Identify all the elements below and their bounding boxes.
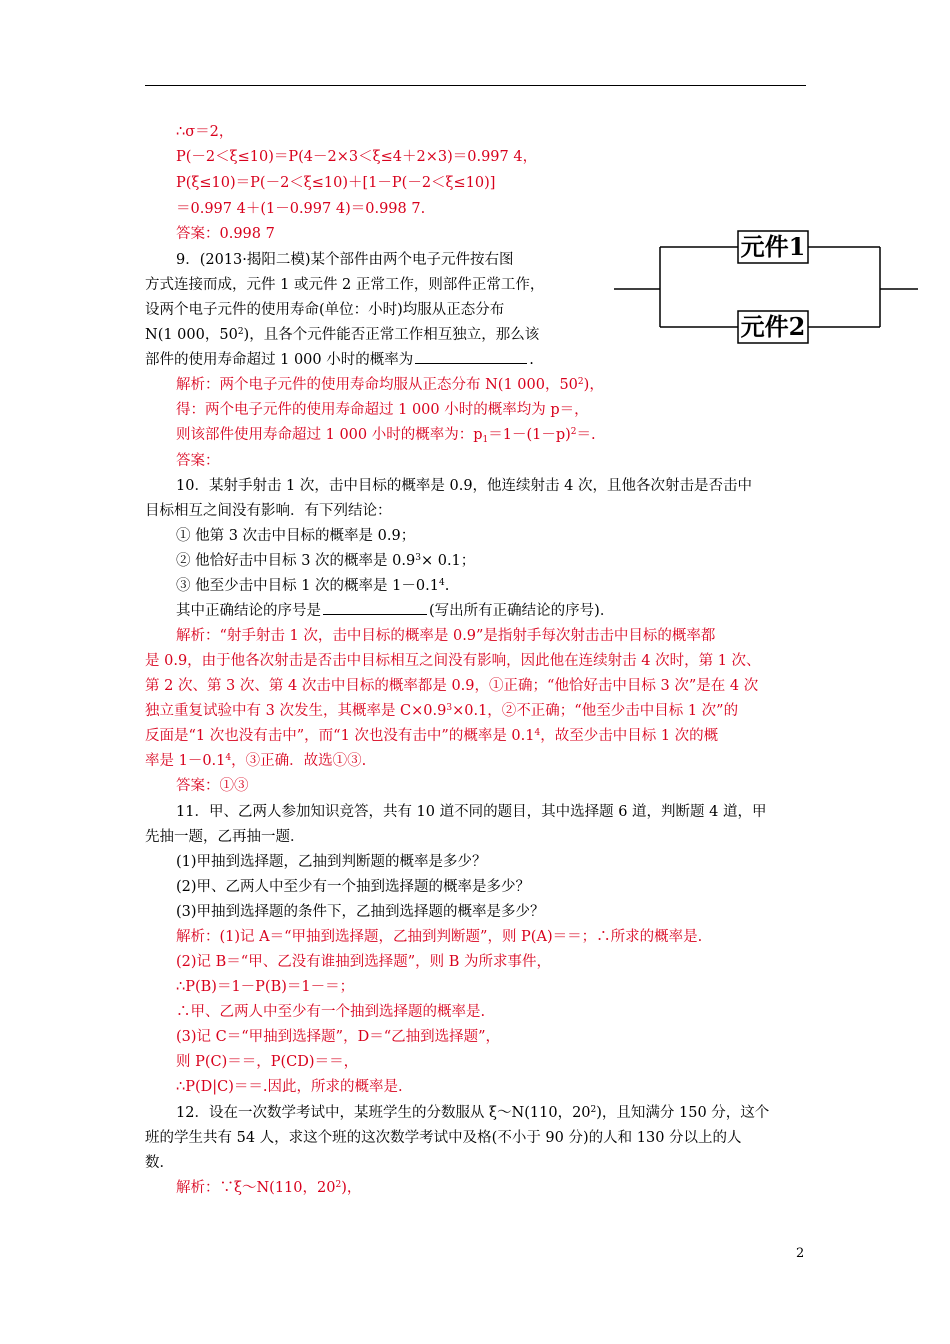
solution-line: P(－2＜ξ≤10)＝P(4－2×3＜ξ≤4＋2×3)＝0.997 4， [176, 149, 538, 165]
question-11-line: (2)甲、乙两人中至少有一个抽到选择题的概率是多少？ [176, 879, 531, 895]
question-9-line: 方式连接而成，元件 1 或元件 2 正常工作，则部件正常工作， [145, 277, 545, 293]
question-10-line: ② 他恰好击中目标 3 次的概率是 $0.9^3\times 0.1$； [176, 553, 476, 569]
answer-10-line: 答案：①③ [176, 778, 249, 794]
solution-9-line: 得：两个电子元件的使用寿命超过 1 000 小时的概率均为 p＝， [176, 402, 589, 418]
solution-11-line: ∴P(D|C)＝＝.因此，所求的概率是. [176, 1079, 403, 1095]
solution-10-line: 是 0.9，由于他各次射击是否击中目标相互之间没有影响，因此他在连续射击 4 次时，第 1 次、 [145, 653, 761, 669]
solution-10-line: 解析：“射手射击 1 次，击中目标的概率是 0.9”是指射手每次射击击中目标的概率都 [176, 628, 716, 644]
solution-11-line: ∴P(B)＝1－P(B)＝1－＝； [176, 979, 355, 995]
solution-11-line: (3)记 C＝“甲抽到选择题”，D＝“乙抽到选择题”， [176, 1029, 501, 1045]
answer-9-line: 答案： [176, 453, 220, 469]
component-1-label: 元件1 [740, 232, 806, 261]
question-11-line: 11．甲、乙两人参加知识竞答，共有 10 道不同的题目，其中选择题 6 道，判断题 4 道，甲 [176, 804, 767, 820]
question-10-line: 10．某射手射击 1 次，击中目标的概率是 0.9，他连续射击 4 次，且他各次射击是否击中 [176, 478, 753, 494]
question-11-line: (3)甲抽到选择题的条件下，乙抽到选择题的概率是多少？ [176, 904, 545, 920]
question-9-line: 设两个电子元件的使用寿命(单位：小时)均服从正态分布 [145, 302, 505, 318]
question-11-line: 先抽一题，乙再抽一题． [145, 829, 305, 845]
solution-10-line: 第 2 次、第 3 次、第 4 次击中目标的概率都是 0.9，①正确；“他恰好击中目标 3 次”是在 4 次 [145, 678, 759, 694]
answer-blank [415, 349, 527, 364]
page-number: 2 [796, 1246, 805, 1261]
solution-9-line: 解析：两个电子元件的使用寿命均服从正态分布 N(1 000，$50^2$)， [176, 377, 604, 393]
question-10-line: ① 他第 3 次击中目标的概率是 0.9； [176, 528, 416, 544]
question-11-line: (1)甲抽到选择题，乙抽到判断题的概率是多少？ [176, 854, 487, 870]
solution-line: ∴σ＝2， [176, 124, 234, 140]
parallel-circuit-diagram [614, 225, 920, 345]
solution-10-line: 反面是“1 次也没有击中”，而“1 次也没有击中”的概率是 $0.1^4$，故至少击中目标 1 次的概 [145, 728, 719, 744]
question-9-line: 9．(2013·揭阳二模)某个部件由两个电子元件按右图 [176, 252, 514, 268]
question-10-line: 目标相互之间没有影响．有下列结论： [145, 503, 392, 519]
question-10-line: 其中正确结论的序号是 (写出所有正确结论的序号)． [176, 599, 614, 623]
question-12-line: 12．设在一次数学考试中，某班学生的分数服从 ξ～N(110，$20^2$)，且知满分 150 分，这个 [176, 1105, 770, 1121]
solution-11-line: 则 P(C)＝＝，P(CD)＝＝， [176, 1054, 359, 1070]
question-9-line: N(1 000，$50^2$)，且各个元件能否正常工作相互独立，那么该 [145, 327, 540, 343]
question-10-line: ③ 他至少击中目标 1 次的概率是 $1-0.1^4$. [176, 578, 450, 594]
solution-11-line: ∴甲、乙两人中至少有一个抽到选择题的概率是. [176, 1004, 486, 1020]
question-12-line: 数． [145, 1155, 174, 1171]
answer-blank [323, 600, 427, 615]
solution-10-line: 独立重复试验中有 3 次发生，其概率是 $C\times 0.9^3\times 0.1$，②不正确；“他至少击中目标 1 次”的 [145, 703, 739, 719]
solution-12-line: 解析：∵ξ～N(110，$20^2$)， [176, 1180, 362, 1196]
component-2-label: 元件2 [740, 312, 806, 341]
question-12-line: 班的学生共有 54 人，求这个班的这次数学考试中及格(不小于 90 分)的人和 130 分以上的人 [145, 1130, 742, 1146]
solution-11-line: 解析：(1)记 A＝“甲抽到选择题，乙抽到判断题”，则 P(A)＝＝；∴所求的概率是. [176, 929, 703, 945]
solution-11-line: (2)记 B＝“甲、乙没有谁抽到选择题”，则 B 为所求事件， [176, 954, 552, 970]
question-9-line: 部件的使用寿命超过 1 000 小时的概率为 . [145, 348, 534, 372]
header-rule [145, 85, 806, 86]
solution-10-line: 率是 $1-0.1^4$，③正确．故选①③. [145, 753, 367, 769]
solution-line: P(ξ≤10)＝P(－2＜ξ≤10)＋[1－P(－2＜ξ≤10)] [176, 175, 496, 191]
solution-9-line: 则该部件使用寿命超过 1 000 小时的概率为：$p_1=1-(1-p)^2=$. [176, 427, 596, 445]
answer-line: 答案：0.998 7 [176, 226, 275, 242]
solution-line: ＝0.997 4＋(1－0.997 4)＝0.998 7. [176, 201, 426, 217]
